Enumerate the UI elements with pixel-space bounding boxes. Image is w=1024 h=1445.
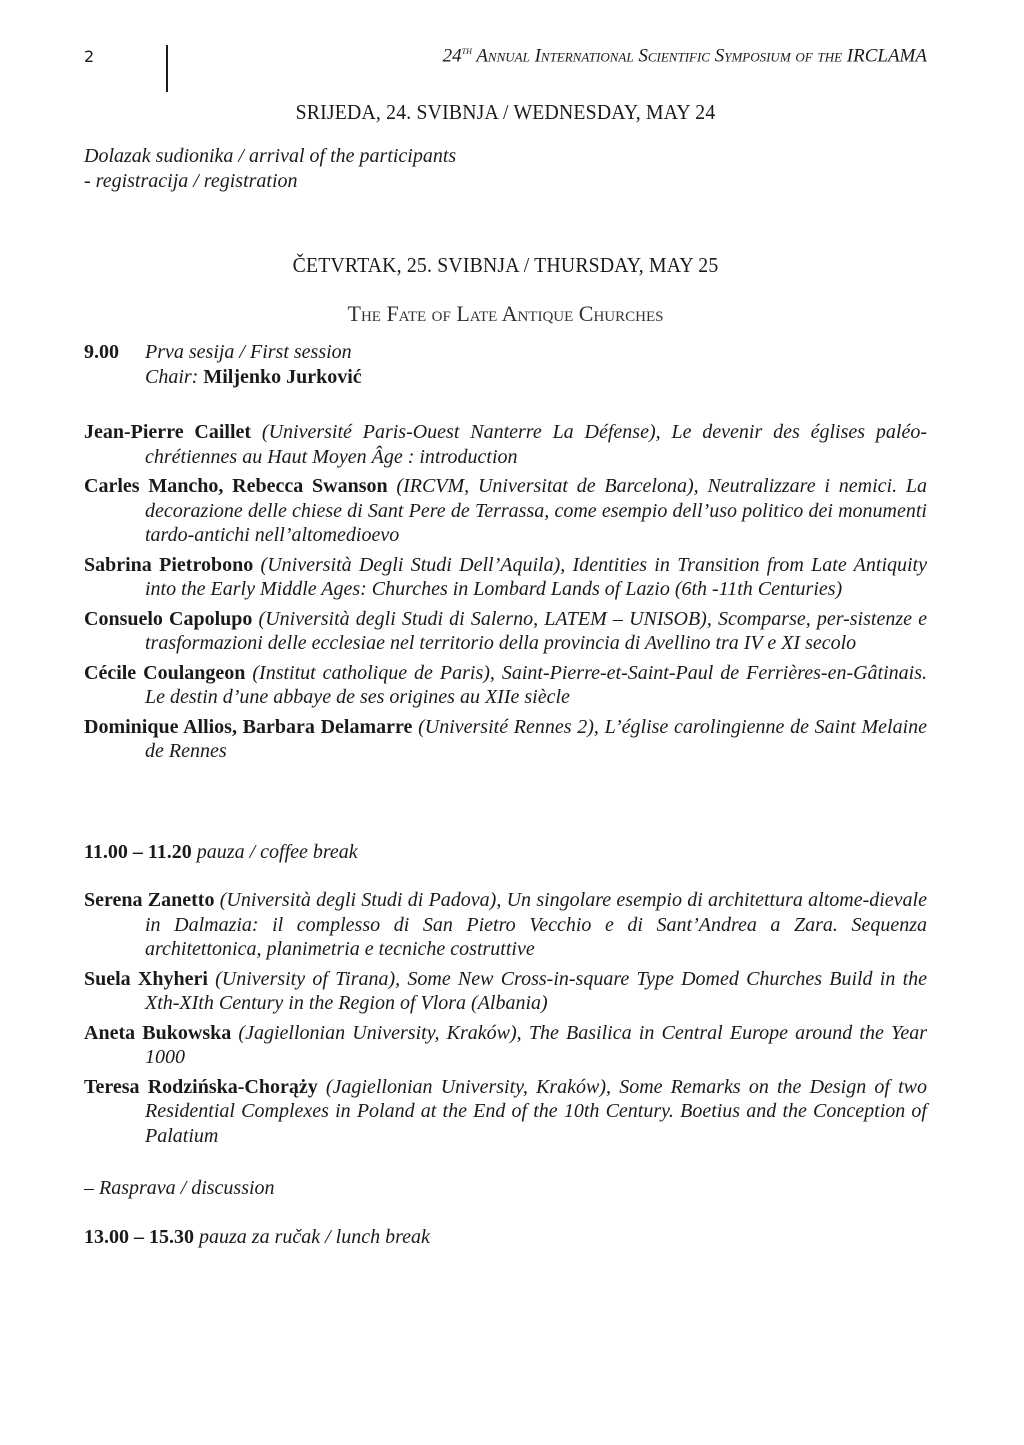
session-info xyxy=(84,340,927,390)
talk-item xyxy=(84,607,927,656)
talk-details: (Université Rennes 2), L’église carolingienne de Saint Melaine de Rennes xyxy=(145,715,928,762)
lunch-break-time: 13.00 – 15.30 xyxy=(84,1226,194,1248)
talk-details: (Università degli Studi di Padova), Un singolare esempio di architettura altome-dievale in Dalmazia: il complesso di San Pietro Vecchio e di Sant’Andrea a Zara. Sequenza architettonica, planimetria e tecniche costruttive xyxy=(145,889,927,960)
ordinal-suffix: th xyxy=(461,45,472,57)
talk-details: (Institut catholique de Paris), Saint-Pierre-et-Saint-Paul de Ferrières-en-Gâtinais. Le destin d’une abbaye de ses origines au XIIe siècle xyxy=(145,661,927,708)
wednesday-heading: SRIJEDA, 24. SVIBNJA / WEDNESDAY, MAY 24 xyxy=(295,100,716,124)
header-divider xyxy=(166,45,168,92)
chair-label: Chair: xyxy=(145,366,199,388)
talk-item xyxy=(84,661,927,710)
coffee-break-label: pauza / coffee break xyxy=(191,841,358,863)
talk-details: (Jagiellonian University, Kraków), Some Remarks on the Design of two Residential Complexes in Poland at the End of the 10th Century. Boetius and the Conception of Palatium xyxy=(145,1075,927,1147)
talk-item xyxy=(84,1021,927,1070)
talk-speaker: Cécile Coulangeon xyxy=(84,661,246,684)
lunch-break-label: pauza za ručak / lunch break xyxy=(194,1226,430,1248)
talk-speaker: Teresa Rodzińska-Chorąży xyxy=(84,1075,318,1098)
talk-speaker: Suela Xhyheri xyxy=(84,967,208,990)
talk-speaker: Sabrina Pietrobono xyxy=(84,553,254,576)
talk-item xyxy=(84,420,927,469)
thursday-heading: ČETVRTAK, 25. SVIBNJA / THURSDAY, MAY 25 xyxy=(292,253,719,277)
running-header xyxy=(443,45,927,67)
discussion-line xyxy=(84,1177,275,1200)
arrival-line: Dolazak sudionika / arrival of the participants xyxy=(84,145,457,167)
lunch-break xyxy=(84,1226,430,1249)
talk-speaker: Serena Zanetto xyxy=(84,889,215,911)
talk-details: (IRCVM, Universitat de Barcelona), Neutralizzare i nemici. La decorazione delle chiese di Sant Pere de Terrassa, come esempio dell’uso politico dei monumenti tardo-antichi nell’altomedioevo xyxy=(145,475,927,546)
talk-list-first xyxy=(84,420,927,769)
discussion-label: – Rasprava / discussion xyxy=(84,1177,275,1199)
coffee-break xyxy=(84,841,358,864)
chair-name: Miljenko Jurković xyxy=(203,366,362,388)
coffee-break-time: 11.00 – 11.20 xyxy=(84,841,192,863)
talk-details: (Università Degli Studi Dell’Aquila), Identities in Transition from Late Antiquity into the Early Middle Ages: Churches in Lombard Lands of Lazio (6th -11th Centuries) xyxy=(145,553,927,600)
talk-details: (Università degli Studi di Salerno, LATEM – UNISOB), Scomparse, per-sistenze e trasformazioni delle ecclesiae nel territorio della provincia di Avellino tra IV e XI secolo xyxy=(145,607,928,654)
talk-item xyxy=(84,715,927,764)
talk-item xyxy=(84,474,927,548)
talk-details: (Université Paris-Ouest Nanterre La Défense), Le devenir des églises paléo-chrétiennes au Haut Moyen Âge : introduction xyxy=(145,421,927,468)
session-time: 9.00 xyxy=(84,341,119,363)
session-name: Prva sesija / First session xyxy=(145,341,352,363)
talk-item xyxy=(84,1075,927,1149)
talk-list-second xyxy=(84,888,927,1153)
registration-line: - registracija / registration xyxy=(84,170,298,192)
talk-item xyxy=(84,553,927,602)
talk-speaker: Aneta Bukowska xyxy=(84,1021,232,1044)
talk-speaker: Jean-Pierre Caillet xyxy=(84,421,252,443)
talk-speaker: Consuelo Capolupo xyxy=(84,607,253,630)
talk-details: (University of Tirana), Some New Cross-in-square Type Domed Churches Build in the Xth-XIth Century in the Region of Vlora (Albania) xyxy=(145,967,928,1014)
talk-speaker: Carles Mancho, Rebecca Swanson xyxy=(84,475,388,497)
talk-item xyxy=(84,967,927,1016)
talk-item xyxy=(84,888,927,962)
header-title: Annual International Scientific Symposium of the IRCLAMA xyxy=(471,45,927,67)
talk-speaker: Dominique Allios, Barbara Delamarre xyxy=(84,715,413,738)
session-title: The Fate of Late Antique Churches xyxy=(347,301,664,326)
page-number: 2 xyxy=(84,47,95,66)
ordinal-number: 24 xyxy=(442,45,462,67)
talk-details: (Jagiellonian University, Kraków), The Basilica in Central Europe around the Year 1000 xyxy=(145,1021,927,1068)
